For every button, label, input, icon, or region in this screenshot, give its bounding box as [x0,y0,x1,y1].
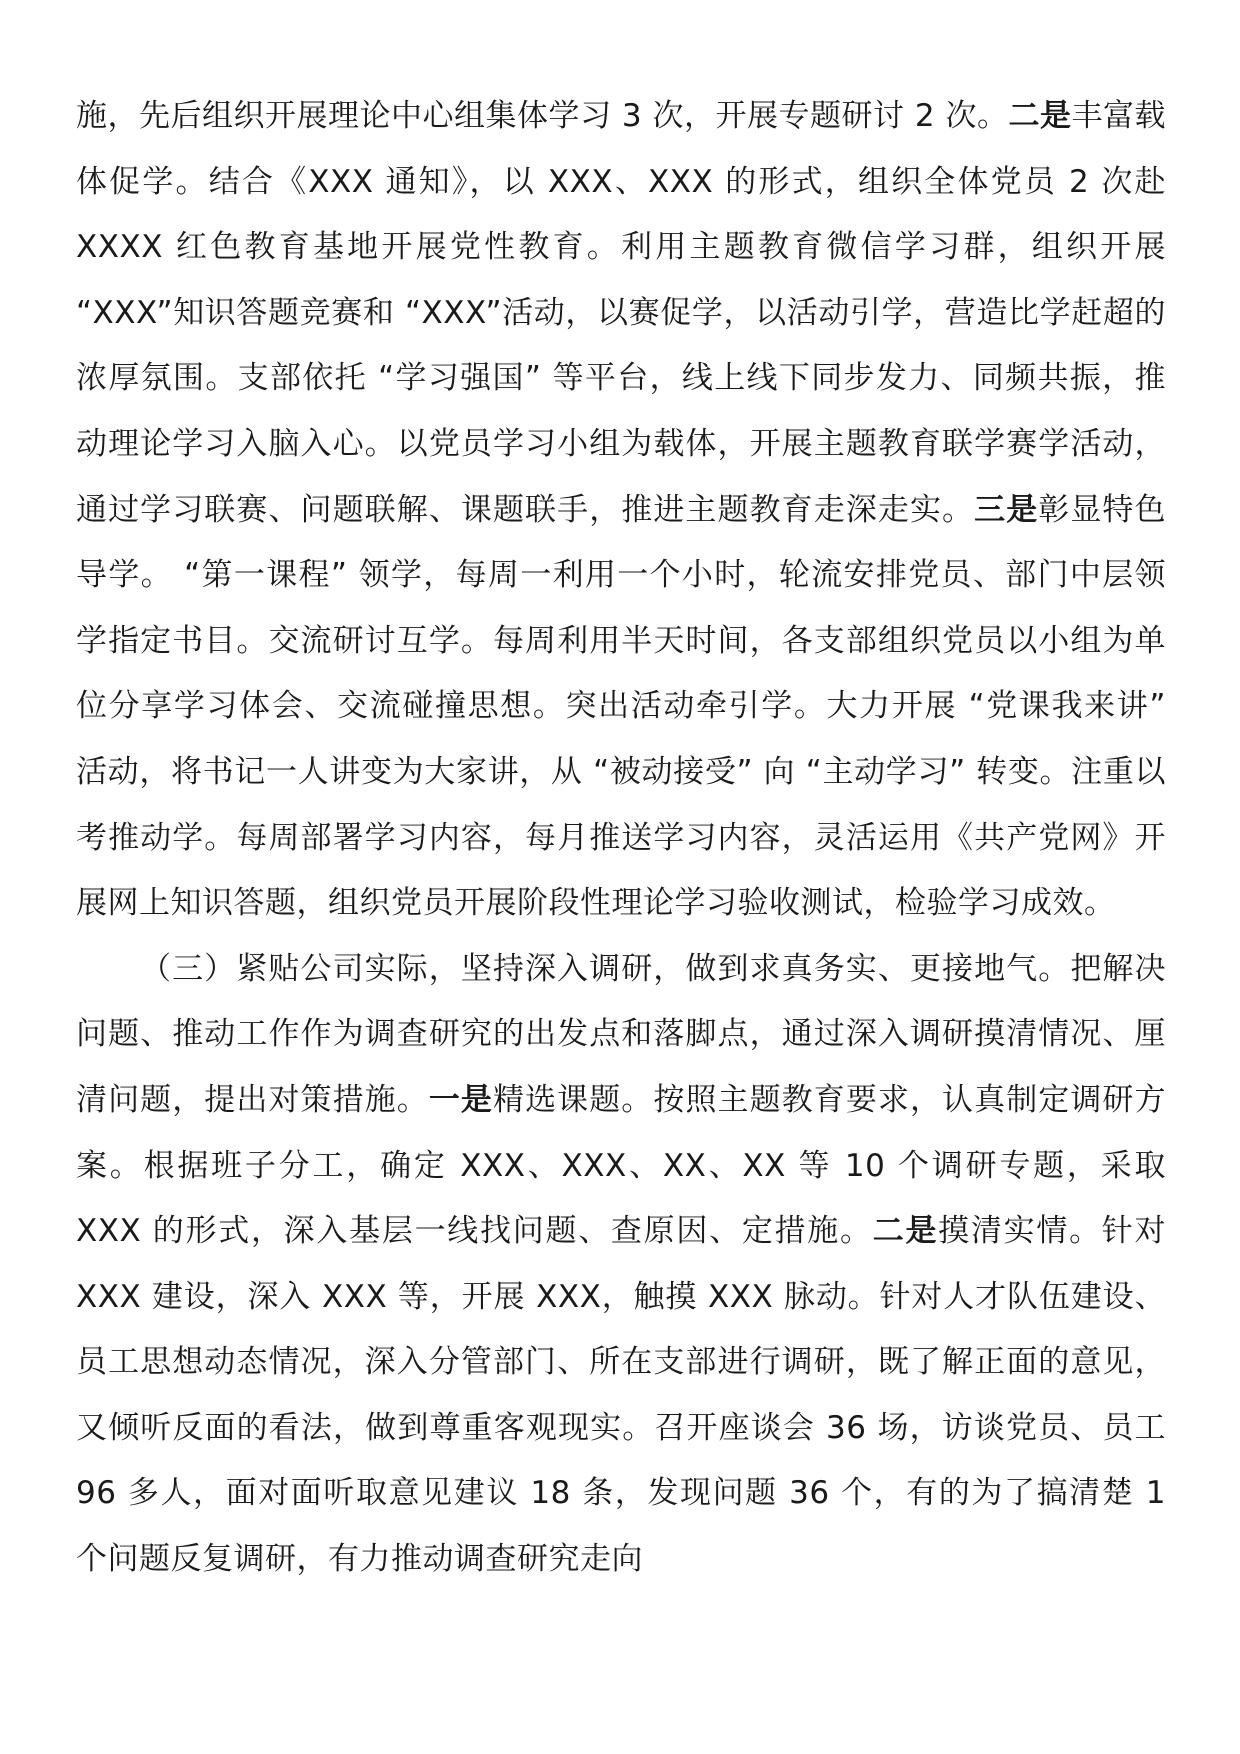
text-segment: 施，先后组织开展理论中心组集体学习 3 次，开展专题研讨 2 次。 [76,98,1009,134]
emphasis-first-point: 一是 [428,1081,493,1118]
emphasis-third-point: 三是 [974,491,1039,528]
emphasis-second-point: 二是 [1008,98,1072,134]
text-segment: 丰富载体促学。结合《XXX 通知》，以 XXX、XXX 的形式，组织全体党员 2 次赴 XXXX 红色教育基地开展党性教育。利用主题教育微信学习群，组织开展 “XXX”知识答题竞赛和 “XXX”活动，以赛促学，以活动引学，营造比学赶超的浓厚氛围。支部依托 “学习强国” 等平台，线上线下同步发力、同频共振，推动理论学习入脑入心。以党员学习小组为载体，开展主题教育联学赛学活动，通过学习联赛、问题联解、课题联手，推进主题教育走深走实。 [76,98,1167,528]
emphasis-second-point: 二是 [872,1213,939,1250]
text-segment: 彰显特色导学。 “第一课程” 领学，每周一利用一个小时，轮流安排党员、部门中层领学指定书目。交流研讨互学。每周利用半天时间，各支部组织党员以小组为单位分享学习体会、交流碰撞思想。突出活动牵引学。大力开展 “党课我来讲” 活动，将书记一人讲变为大家讲，从 “被动接受” 向 “主动学习” 转变。注重以考推动学。每周部署学习内容，每月推送学习内容，灵活运用《共产党网》开展网上知识答题，组织党员开展阶段性理论学习验收测试，检验学习成效。 [76,491,1167,922]
text-segment: （三）紧贴公司实际，坚持深入调研，做到求真务实、更接地气。把解决问题、推动工作作为调查研究的出发点和落脚点，通过深入调研摸清情况、厘清问题，提出对策措施。 [76,950,1166,1118]
text-segment: 精选课题。按照主题教育要求，认真制定调研方案。根据班子分工，确定 XXX、XXX、XX、XX 等 10 个调研专题，采取 XXX 的形式，深入基层一线找问题、查原因、定措施。 [76,1081,1167,1250]
paragraph-section-three-research [76,937,1166,1593]
text-segment: 摸清实情。针对 XXX 建设，深入 XXX 等，开展 XXX，触摸 XXX 脉动。针对人才队伍建设、员工思想动态情况，深入分管部门、所在支部进行调研，既了解正面的意见，又倾听反面的看法，做到尊重客观现实。召开座谈会 36 场，访谈党员、员工 96 多人，面对面听取意见建议 18 条，发现问题 36 个，有的为了搞清楚 1 个问题反复调研，有力推动调查研究走向 [76,1213,1167,1578]
document-body [76,84,1166,1593]
paragraph-study-methods [76,84,1166,937]
